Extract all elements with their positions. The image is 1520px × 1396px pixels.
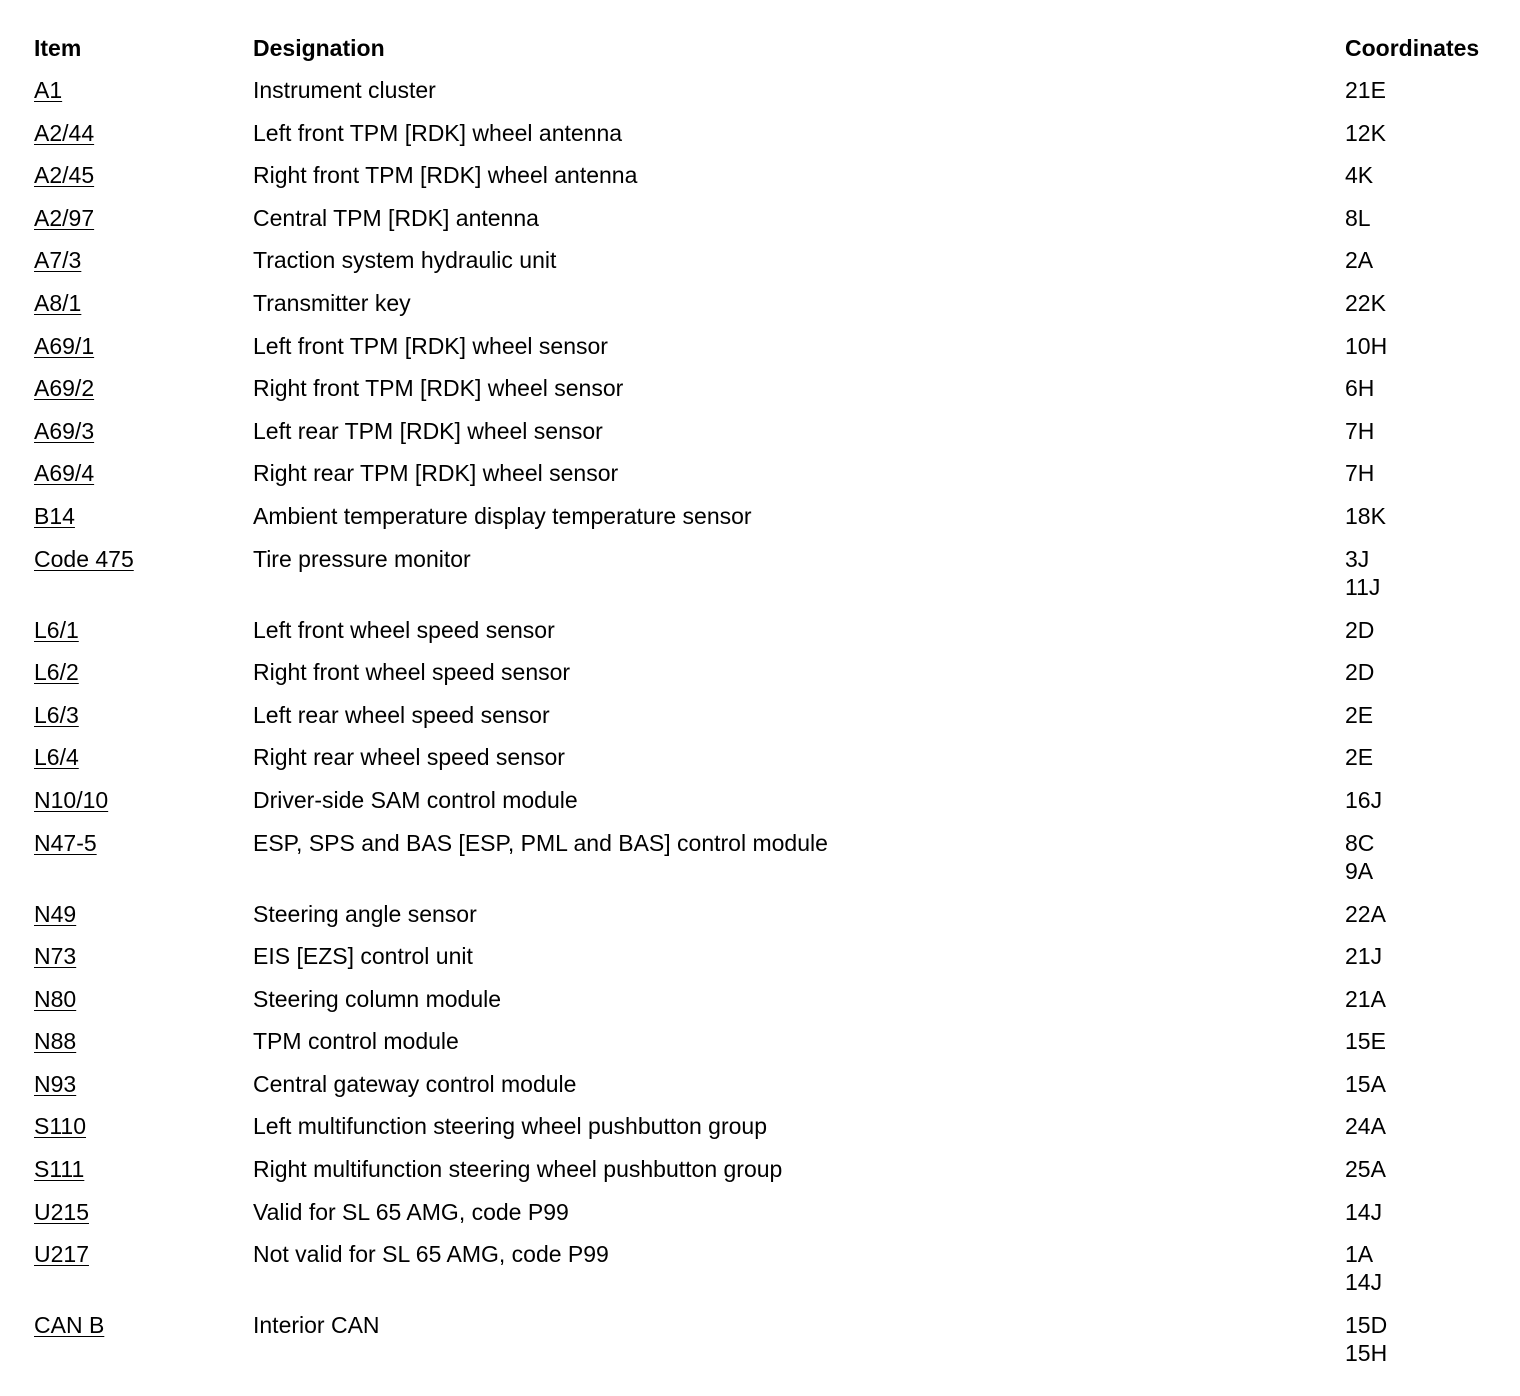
- coordinates-cell: [1345, 246, 1373, 274]
- coordinates-cell: [1345, 985, 1386, 1013]
- designation-cell: Traction system hydraulic unit: [253, 247, 557, 274]
- item-link[interactable]: N49: [34, 900, 77, 927]
- table-row: [34, 985, 1504, 1028]
- item-link[interactable]: A69/3: [34, 417, 95, 444]
- item-cell: [34, 1112, 86, 1140]
- table-row: [34, 942, 1504, 985]
- table-row: [34, 76, 1504, 119]
- item-cell: [34, 985, 76, 1013]
- item-link[interactable]: N93: [34, 1070, 77, 1097]
- designation-cell: Steering column module: [253, 985, 502, 1012]
- designation-cell: Instrument cluster: [253, 77, 436, 103]
- designation-cell: Steering angle sensor: [253, 900, 477, 927]
- coordinate-value: 7H: [1345, 417, 1375, 444]
- item-link[interactable]: N47-5: [34, 829, 97, 856]
- coordinate-value: 12K: [1345, 119, 1386, 146]
- coordinates-cell: [1345, 204, 1371, 232]
- table-body: [34, 76, 1504, 1382]
- table-row: [34, 1198, 1504, 1241]
- item-link[interactable]: A1: [34, 77, 63, 103]
- coordinate-value: 4K: [1345, 162, 1374, 189]
- coordinates-cell: [1345, 289, 1386, 317]
- designation-cell: Left front TPM [RDK] wheel antenna: [253, 119, 623, 146]
- coordinates-cell: [1345, 616, 1374, 644]
- item-cell: [34, 1070, 76, 1098]
- coordinate-value: 6H: [1345, 375, 1375, 402]
- table-header: [34, 34, 1504, 76]
- coordinate-value: 2E: [1345, 701, 1374, 728]
- designation-cell: Left rear TPM [RDK] wheel sensor: [253, 417, 603, 444]
- designation-cell: Right multifunction steering wheel pushbutton group: [253, 1156, 783, 1183]
- table-row: [34, 204, 1504, 247]
- coordinates-cell: [1345, 743, 1373, 771]
- table-row: [34, 332, 1504, 375]
- table-row: [34, 616, 1504, 659]
- coordinate-value: 8C: [1345, 829, 1375, 856]
- coordinate-value: 8L: [1345, 204, 1371, 231]
- item-cell: [34, 374, 94, 402]
- designation-cell: Right rear wheel speed sensor: [253, 744, 565, 771]
- item-cell: [34, 459, 94, 487]
- designation-cell: Ambient temperature display temperature sensor: [253, 502, 752, 529]
- table-row: [34, 161, 1504, 204]
- item-cell: [34, 76, 62, 104]
- designation-cell: Left front TPM [RDK] wheel sensor: [253, 332, 608, 359]
- item-cell: [34, 829, 97, 857]
- coordinates-cell: [1345, 829, 1374, 885]
- table-row: [34, 459, 1504, 502]
- coordinate-value: 22K: [1345, 289, 1386, 316]
- designation-cell: Left rear wheel speed sensor: [253, 701, 550, 728]
- coordinate-value: 9A: [1345, 857, 1374, 884]
- coordinate-value: 21E: [1345, 77, 1386, 103]
- item-cell: [34, 417, 94, 445]
- designation-cell: Left front wheel speed sensor: [253, 616, 555, 643]
- item-link[interactable]: L6/3: [34, 701, 79, 728]
- designation-cell: Transmitter key: [253, 289, 411, 316]
- coordinates-cell: [1345, 502, 1386, 530]
- table-row: [34, 417, 1504, 460]
- item-link[interactable]: S111: [34, 1156, 85, 1183]
- coordinate-value: 15H: [1345, 1340, 1388, 1367]
- table-row: [34, 1070, 1504, 1113]
- item-link[interactable]: CAN B: [34, 1312, 105, 1339]
- item-cell: [34, 289, 81, 317]
- designation-cell: Central gateway control module: [253, 1070, 577, 1097]
- coordinates-cell: [1345, 76, 1386, 104]
- coordinate-value: 14J: [1345, 1198, 1383, 1225]
- designation-cell: Driver-side SAM control module: [253, 786, 578, 813]
- item-cell: [34, 1311, 104, 1339]
- designation-cell: Right rear TPM [RDK] wheel sensor: [253, 460, 619, 487]
- designation-cell: Left multifunction steering wheel pushbutton group: [253, 1113, 767, 1140]
- coordinates-cell: [1345, 786, 1382, 814]
- coordinate-value: 2D: [1345, 659, 1375, 686]
- coordinate-value: 24A: [1345, 1113, 1386, 1140]
- item-link[interactable]: A7/3: [34, 247, 82, 274]
- table-row: [34, 1155, 1504, 1198]
- coordinates-cell: [1345, 417, 1374, 445]
- table-row: [34, 829, 1504, 900]
- item-cell: [34, 1027, 76, 1055]
- item-link[interactable]: L6/1: [34, 616, 79, 643]
- coordinate-value: 18K: [1345, 502, 1386, 529]
- table-row: [34, 786, 1504, 829]
- header-coordinates: Coordinates: [1345, 35, 1480, 61]
- designation-cell: Right front TPM [RDK] wheel antenna: [253, 162, 638, 189]
- table-row: [34, 545, 1504, 616]
- item-cell: [34, 1240, 89, 1268]
- coordinates-cell: [1345, 545, 1380, 601]
- table-row: [34, 743, 1504, 786]
- item-link[interactable]: B14: [34, 502, 75, 529]
- coordinates-cell: [1345, 374, 1374, 402]
- table-row: [34, 1311, 1504, 1382]
- item-cell: [34, 246, 81, 274]
- coordinate-value: 2A: [1345, 247, 1374, 274]
- header-designation: Designation: [253, 35, 385, 61]
- designation-cell: Right front wheel speed sensor: [253, 659, 571, 686]
- coordinates-cell: [1345, 1311, 1387, 1367]
- item-cell: [34, 616, 79, 644]
- coordinate-value: 16J: [1345, 786, 1383, 813]
- coordinate-value: 25A: [1345, 1156, 1386, 1183]
- item-link[interactable]: A2/45: [34, 162, 95, 189]
- coordinate-value: 7H: [1345, 460, 1375, 487]
- table-row: [34, 701, 1504, 744]
- item-link[interactable]: N80: [34, 985, 77, 1012]
- coordinates-cell: [1345, 1240, 1382, 1296]
- coordinates-cell: [1345, 1198, 1382, 1226]
- item-cell: [34, 161, 94, 189]
- item-cell: [34, 1155, 84, 1183]
- designation-cell: Tire pressure monitor: [253, 545, 471, 572]
- item-link[interactable]: U217: [34, 1241, 89, 1268]
- item-cell: [34, 502, 75, 530]
- coordinates-cell: [1345, 332, 1387, 360]
- item-cell: [34, 545, 134, 573]
- item-link[interactable]: N73: [34, 943, 77, 970]
- coordinates-cell: [1345, 900, 1386, 928]
- table-row: [34, 502, 1504, 545]
- item-link[interactable]: N10/10: [34, 786, 109, 813]
- item-link[interactable]: A2/97: [34, 204, 95, 231]
- coordinates-cell: [1345, 1070, 1386, 1098]
- item-cell: [34, 1198, 89, 1226]
- designation-cell: Right front TPM [RDK] wheel sensor: [253, 375, 624, 402]
- item-cell: [34, 786, 108, 814]
- item-link[interactable]: Code 475: [34, 545, 134, 572]
- coordinates-cell: [1345, 161, 1373, 189]
- table-row: [34, 658, 1504, 701]
- header-item: Item: [34, 35, 82, 61]
- item-cell: [34, 332, 94, 360]
- coordinates-cell: [1345, 942, 1382, 970]
- designation-cell: Central TPM [RDK] antenna: [253, 204, 539, 231]
- designation-cell: ESP, SPS and BAS [ESP, PML and BAS] control module: [253, 829, 828, 856]
- coordinate-value: 11J: [1345, 573, 1381, 600]
- item-cell: [34, 743, 79, 771]
- coordinate-value: 14J: [1345, 1269, 1383, 1296]
- table-row: [34, 374, 1504, 417]
- table-row: [34, 1240, 1504, 1311]
- coordinate-value: 2D: [1345, 616, 1375, 643]
- coordinate-value: 10H: [1345, 332, 1388, 359]
- item-cell: [34, 900, 76, 928]
- item-link[interactable]: L6/2: [34, 659, 79, 686]
- item-link[interactable]: A69/1: [34, 332, 95, 359]
- table-row: [34, 289, 1504, 332]
- item-link[interactable]: S110: [34, 1113, 87, 1140]
- designation-cell: Interior CAN: [253, 1312, 380, 1339]
- coordinate-value: 22A: [1345, 900, 1386, 927]
- coordinates-cell: [1345, 1027, 1386, 1055]
- table-row: [34, 1112, 1504, 1155]
- item-cell: [34, 204, 94, 232]
- designation-cell: Not valid for SL 65 AMG, code P99: [253, 1241, 609, 1268]
- item-link[interactable]: A69/4: [34, 460, 95, 487]
- item-cell: [34, 942, 76, 970]
- table-row: [34, 1027, 1504, 1070]
- coordinate-value: 15D: [1345, 1312, 1388, 1339]
- item-cell: [34, 658, 79, 686]
- item-link[interactable]: L6/4: [34, 744, 79, 771]
- coordinate-value: 2E: [1345, 744, 1374, 771]
- item-link[interactable]: U215: [34, 1198, 89, 1225]
- item-cell: [34, 701, 79, 729]
- table-row: [34, 900, 1504, 943]
- item-link[interactable]: A8/1: [34, 289, 82, 316]
- designation-cell: Valid for SL 65 AMG, code P99: [253, 1198, 569, 1225]
- designation-cell: TPM control module: [253, 1028, 459, 1055]
- item-link[interactable]: A2/44: [34, 119, 95, 146]
- coordinate-value: 21J: [1345, 943, 1383, 970]
- coordinates-cell: [1345, 1155, 1386, 1183]
- coordinates-cell: [1345, 459, 1374, 487]
- item-cell: [34, 119, 94, 147]
- coordinate-value: 21A: [1345, 985, 1386, 1012]
- item-link[interactable]: N88: [34, 1028, 77, 1055]
- coordinates-cell: [1345, 658, 1374, 686]
- designation-cell: EIS [EZS] control unit: [253, 943, 473, 970]
- component-legend-table: [34, 34, 1504, 1382]
- item-link[interactable]: A69/2: [34, 375, 95, 402]
- coordinates-cell: [1345, 1112, 1386, 1140]
- coordinates-cell: [1345, 119, 1386, 147]
- table-row: [34, 246, 1504, 289]
- coordinate-value: 15A: [1345, 1070, 1386, 1097]
- coordinate-value: 1A: [1345, 1241, 1374, 1268]
- coordinate-value: 15E: [1345, 1028, 1386, 1055]
- table-row: [34, 119, 1504, 162]
- coordinate-value: 3J: [1345, 545, 1370, 572]
- coordinates-cell: [1345, 701, 1373, 729]
